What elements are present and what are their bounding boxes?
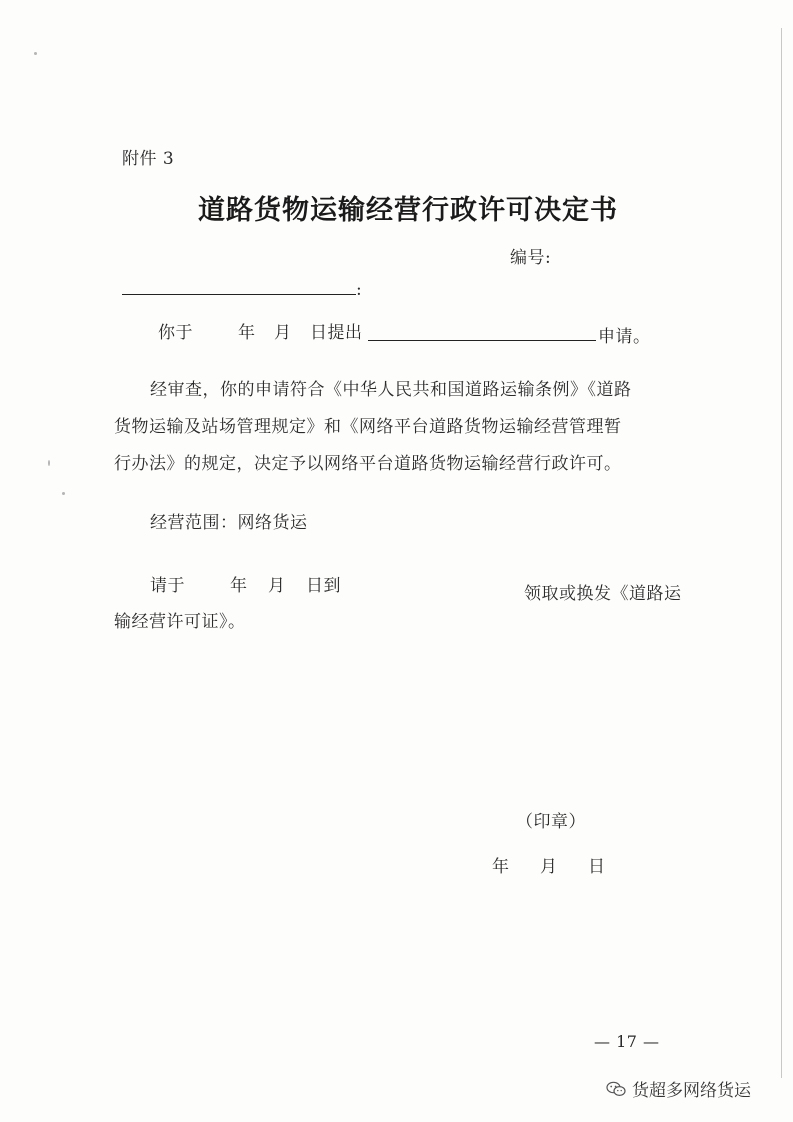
addressee-colon: :: [356, 280, 363, 300]
watermark-brand: [606, 1076, 751, 1101]
receive-text: 领取或换发《道路运: [524, 584, 682, 604]
body-paragraph-line: 行办法》的规定，决定予以网络平台道路货物运输经营行政许可。: [114, 454, 622, 474]
application-blank: [368, 340, 596, 341]
you-at-text: 你于: [158, 323, 193, 343]
day-to-text: 日到: [306, 576, 341, 596]
day-submit-text: 日提出: [310, 323, 363, 343]
month-text: 月: [274, 323, 292, 343]
watermark-text: 货超多网络货运: [632, 1081, 751, 1101]
month-text: 月: [268, 576, 286, 596]
license-continuation: 输经营许可证》。: [114, 612, 246, 632]
sign-year: 年: [492, 857, 510, 877]
scan-speck: [62, 492, 65, 495]
scan-speck: [34, 52, 37, 55]
document-title: 道路货物运输经营行政许可决定书: [198, 195, 618, 226]
scan-speck: [48, 460, 50, 466]
sign-month: 月: [540, 857, 558, 877]
addressee-blank: [122, 294, 356, 295]
year-text: 年: [230, 576, 248, 596]
year-text: 年: [238, 323, 256, 343]
please-at-text: 请于: [150, 576, 185, 596]
seal-label: （印章）: [516, 812, 586, 832]
sign-day: 日: [588, 857, 606, 877]
scan-edge-line: [781, 28, 782, 1078]
wechat-icon: [606, 1081, 626, 1097]
page-number: — 17 —: [594, 1032, 660, 1051]
body-paragraph-line: 货物运输及站场管理规定》和《网络平台道路货物运输经营管理暂: [114, 417, 622, 437]
attachment-label: 附件 3: [122, 149, 175, 169]
number-label: 编号:: [510, 248, 552, 268]
apply-text: 申请。: [598, 327, 651, 347]
body-paragraph-line: 经审查，你的申请符合《中华人民共和国道路运输条例》《道路: [150, 380, 632, 400]
business-scope: 经营范围：网络货运: [150, 513, 308, 533]
